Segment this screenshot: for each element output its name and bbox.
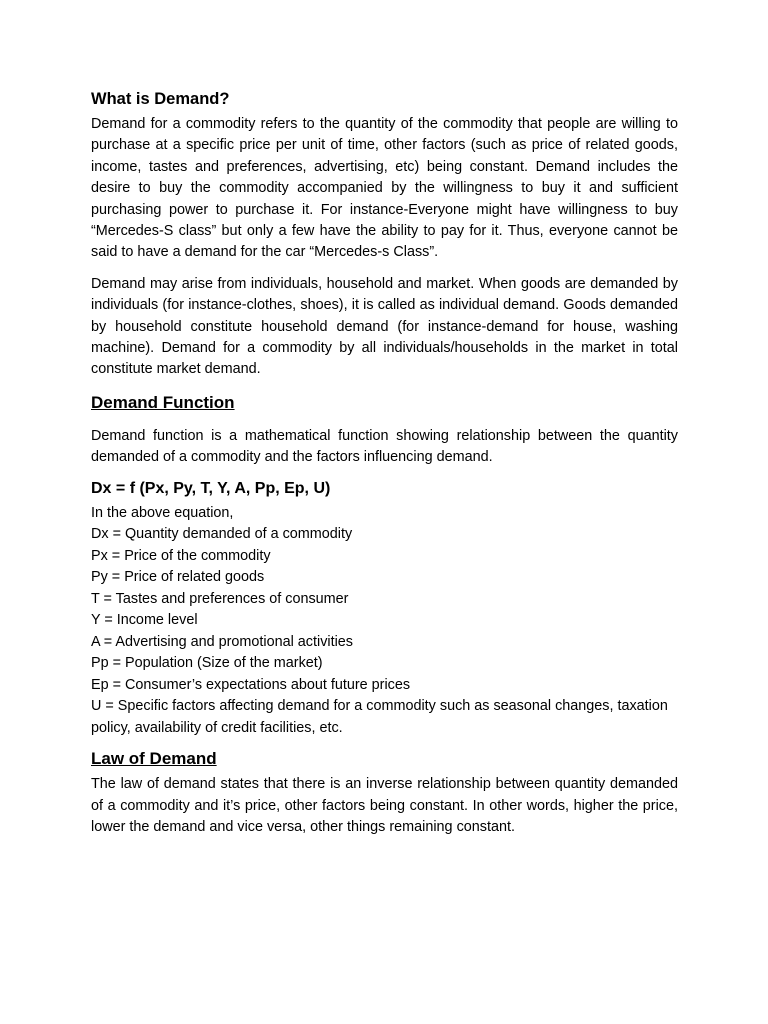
paragraph-demand-types: Demand may arise from individuals, household and market. When goods are demanded by individuals (for instance-clothes, shoes), it is called as individual demand. Goods demanded by household constitute household demand (for instance-demand for house, washing machine). Demand for a commodity by all individuals/households in the market in total constitute market demand. xyxy=(91,275,678,378)
variable-definitions-list xyxy=(91,524,678,739)
document-page xyxy=(91,88,678,838)
list-item: U = Specific factors affecting demand for a commodity such as seasonal changes, taxation policy, availability of credit facilities, etc. xyxy=(91,698,668,736)
equation-intro: In the above equation, xyxy=(91,504,234,521)
heading-demand-function: Demand Function xyxy=(91,392,235,412)
list-item: Y = Income level xyxy=(91,612,198,629)
demand-function-equation: Dx = f (Px, Py, T, Y, A, Pp, Ep, U) xyxy=(91,479,331,497)
list-item: Pp = Population (Size of the market) xyxy=(91,655,323,672)
paragraph-demand-function: Demand function is a mathematical function showing relationship between the quantity demanded of a commodity and the factors influencing demand. xyxy=(91,427,678,466)
heading-what-is-demand: What is Demand? xyxy=(91,90,230,108)
list-item: Ep = Consumer’s expectations about future prices xyxy=(91,676,411,693)
paragraph-law-of-demand: The law of demand states that there is an inverse relationship between quantity demanded of a commodity and it’s price, other factors being constant. In other words, higher the price, lower the demand and vice versa, other things remaining constant. xyxy=(91,776,678,835)
list-item: A = Advertising and promotional activities xyxy=(91,633,353,650)
heading-law-of-demand: Law of Demand xyxy=(91,749,217,769)
list-item: Px = Price of the commodity xyxy=(91,547,271,564)
list-item: T = Tastes and preferences of consumer xyxy=(91,590,349,607)
list-item: Py = Price of related goods xyxy=(91,569,265,586)
paragraph-demand-definition: Demand for a commodity refers to the quantity of the commodity that people are willing to purchase at a specific price per unit of time, other factors (such as price of related goods, income, tastes and preferences, advertising, etc) being constant. Demand includes the desire to buy the commodity accompanied by the willingness to buy it and sufficient purchasing power to purchase it. For instance-Everyone might have willingness to buy “Mercedes-S class” but only a few have the ability to pay for it. Thus, everyone cannot be said to have a demand for the car “Mercedes-s Class”. xyxy=(91,116,678,261)
list-item: Dx = Quantity demanded of a commodity xyxy=(91,526,353,543)
